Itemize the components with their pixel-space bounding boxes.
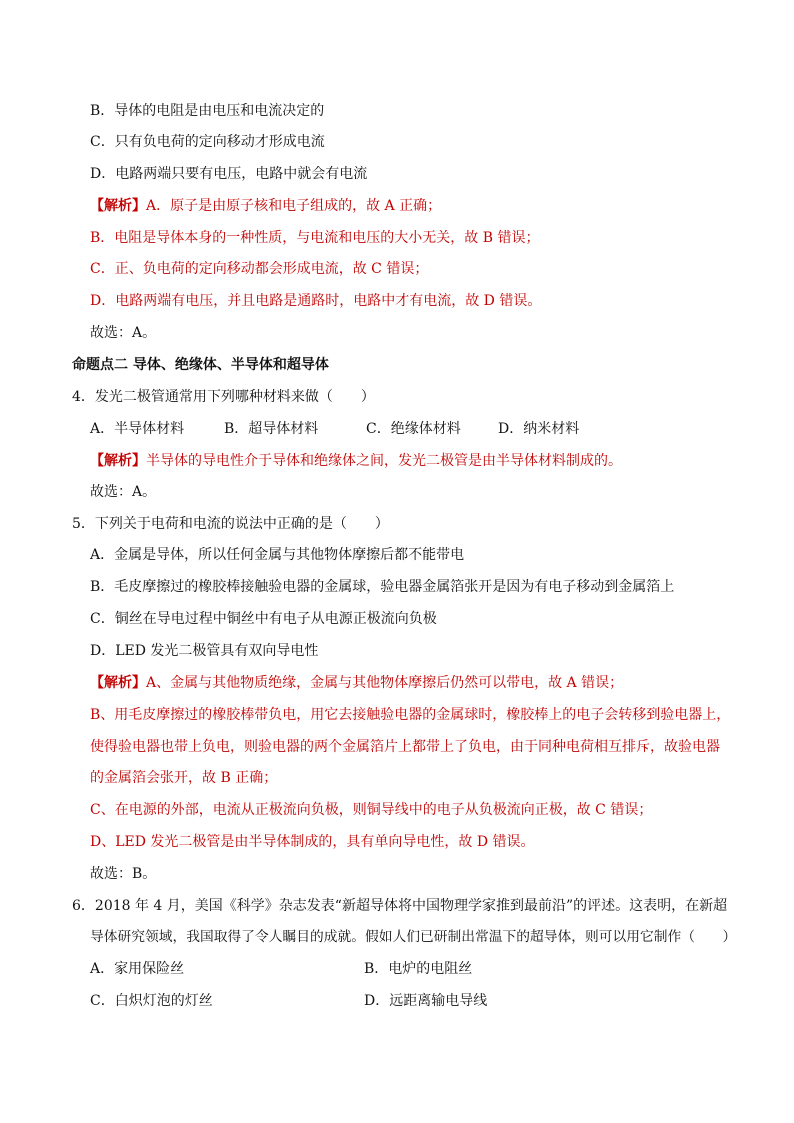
q6-option-a: A．家用保险丝 xyxy=(90,961,185,977)
q5-analysis-line-5: C、在电源的外部，电流从正极流向负极，则铜导线中的电子从负极流向正极，故 C 错误； xyxy=(90,802,653,818)
q3-analysis-line-2: B．电阻是导体本身的一种性质，与电流和电压的大小无关，故 B 错误； xyxy=(90,230,540,246)
q4-option-d: D．纳米材料 xyxy=(498,421,580,437)
q5-answer: 故选：B。 xyxy=(90,866,157,882)
q4-answer: 故选：A。 xyxy=(90,484,157,500)
q3-option-c: C．只有负电荷的定向移动才形成电流 xyxy=(90,134,325,150)
q6-option-d: D．远距离输电导线 xyxy=(364,993,488,1009)
q4-option-a: A．半导体材料 xyxy=(90,421,185,437)
q5-option-c: C．铜丝在导电过程中铜丝中有电子从电源正极流向负极 xyxy=(90,611,437,627)
q3-option-b: B．导体的电阻是由电压和电流决定的 xyxy=(90,103,325,119)
q4-analysis xyxy=(90,451,622,471)
q3-option-d: D．电路两端只要有电压，电路中就会有电流 xyxy=(90,166,368,182)
q3-analysis-line-4: D．电路两端有电压，并且电路是通路时，电路中才有电流，故 D 错误。 xyxy=(90,293,542,309)
analysis-tag: 【解析】 xyxy=(90,453,146,469)
analysis-tag: 【解析】 xyxy=(90,198,146,214)
q5-option-b: B．毛皮摩擦过的橡胶棒接触验电器的金属球，验电器金属箔张开是因为有电子移动到金属箔上 xyxy=(90,579,675,595)
section-heading: 命题点二 导体、绝缘体、半导体和超导体 xyxy=(72,357,329,373)
q3-analysis-line-3: C．正、负电荷的定向移动都会形成电流，故 C 错误； xyxy=(90,261,429,277)
q3-analysis-line-1 xyxy=(90,196,441,216)
q5-analysis-line-3: 使得验电器也带上负电，则验电器的两个金属箔片上都带上了负电，由于同种电荷相互排斥，故验电器 xyxy=(90,739,720,755)
q5-analysis-line-4: 的金属箔会张开，故 B 正确； xyxy=(90,770,278,786)
q3-analysis-text-1: A．原子是由原子核和电子组成的，故 A 正确； xyxy=(146,198,442,214)
q5-analysis-line-6: D、LED 发光二极管是由半导体制成的，具有单向导电性，故 D 错误。 xyxy=(90,834,535,850)
q5-analysis-line-2: B、用毛皮摩擦过的橡胶棒带负电，用它去接触验电器的金属球时，橡胶棒上的电子会转移到验电器上， xyxy=(90,707,731,723)
q5-stem: 5．下列关于电荷和电流的说法中正确的是（ ） xyxy=(72,516,389,532)
q5-analysis-text-1: A、金属与其他物质绝缘，金属与其他物体摩擦后仍然可以带电，故 A 错误； xyxy=(146,675,624,691)
q6-stem-line-1: 6．2018 年 4 月，美国《科学》杂志发表“新超导体将中国物理学家推到最前沿”的评述。这表明，在新超 xyxy=(72,898,728,914)
q4-stem: 4．发光二极管通常用下列哪种材料来做（ ） xyxy=(72,389,375,405)
q4-option-b: B．超导体材料 xyxy=(224,421,319,437)
q3-answer: 故选：A。 xyxy=(90,325,157,341)
q5-option-a: A．金属是导体，所以任何金属与其他物体摩擦后都不能带电 xyxy=(90,547,465,563)
q4-option-c: C．绝缘体材料 xyxy=(366,421,461,437)
q6-stem-line-2: 导体研究领域，我国取得了令人瞩目的成就。假如人们已研制出常温下的超导体，则可以用它制作（ ） xyxy=(90,929,737,945)
q5-analysis-line-1 xyxy=(90,673,623,693)
q4-analysis-text: 半导体的导电性介于导体和绝缘体之间，发光二极管是由半导体材料制成的。 xyxy=(146,453,622,469)
q5-option-d: D．LED 发光二极管具有双向导电性 xyxy=(90,643,319,659)
q6-option-c: C．白炽灯泡的灯丝 xyxy=(90,993,213,1009)
q6-option-b: B．电炉的电阻丝 xyxy=(364,961,473,977)
analysis-tag: 【解析】 xyxy=(90,675,146,691)
